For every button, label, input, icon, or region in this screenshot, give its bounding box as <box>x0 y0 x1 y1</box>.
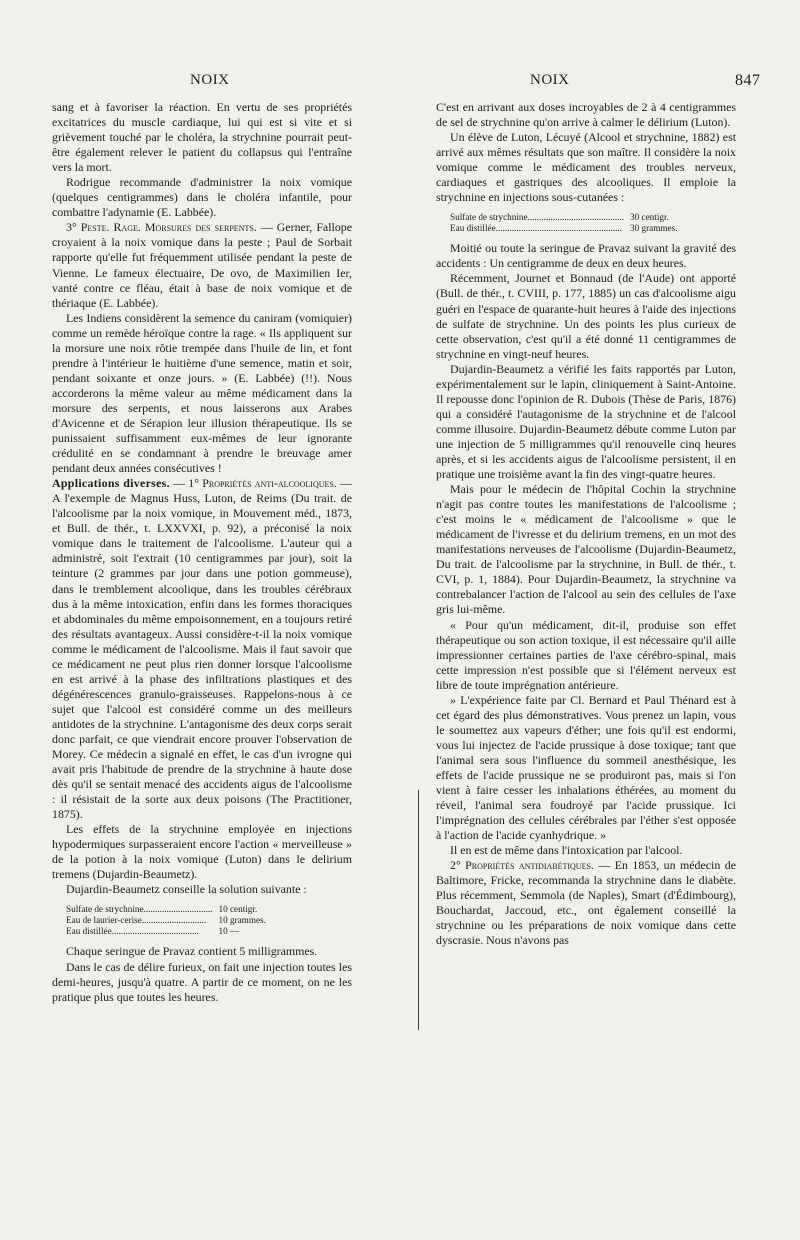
quantity: 10 — <box>218 926 240 937</box>
right-column <box>436 100 736 949</box>
paragraph <box>436 858 736 948</box>
paragraph: Rodrigue recommande d'administrer la noix vomique (quelques centigrammes) dans le choléra infantile, pour combattre l'adynamie (E. Labbée). <box>52 175 352 220</box>
prescription-formula <box>66 904 272 937</box>
paragraph: Un élève de Luton, Lécuyé (Alcool et strychnine, 1882) est arrivé aux mêmes résultats que son maître. Il considère la noix vomique comme le médicament des troubles nerveux, cardiaques et gastriques des alcooliques. Il emploie la strychnine en injections sous-cutanées : <box>436 130 736 205</box>
paragraph: Moitié ou toute la seringue de Pravaz suivant la gravité des accidents : Un centigramme de deux en deux heures. <box>436 241 736 271</box>
section-heading: — 1° Propriétés anti-alcooliques. <box>169 476 337 491</box>
page-number: 847 <box>735 72 761 89</box>
section-heading: 2° Propriétés antidiabétiques. <box>450 858 594 873</box>
paragraph: Les effets de la strychnine employée en injections hypodermiques surpasseraient encore l'action « merveilleuse » de la potion à la noix vomique (Luton) dans le delirium tremens (Dujardin-Beaumetz). <box>52 822 352 882</box>
quantity: 10 centigr. <box>218 904 258 915</box>
paragraph: Dans le cas de délire furieux, on fait une injection toutes les demi-heures, jusqu'à quatre. A partir de ce moment, on ne les pratique plus que toutes les heures. <box>52 959 352 1004</box>
ingredient: Sulfate de strychnine.......................................... <box>450 212 625 223</box>
left-column <box>52 100 352 1005</box>
paragraph: Dujardin-Beaumetz a vérifié les faits rapportés par Luton, expérimentalement sur le lapin, cliniquement à Saint-Antoine. Il repousse donc l'opinion de R. Dubois (Thèse de Paris, 1876) qui a considéré l'autagonisme de la strychnine et de l'alcool comme illusoire. Dujardin-Beaumetz débute comme Luton par une injection de 5 milligrammes qu'il renouvelle cinq heures après, et si les accidents aigus de l'alcoolisme persistent, il en pratique une troisième avant la fin des vingt-quatre heures. <box>436 361 736 482</box>
running-head-left: NOIX <box>190 72 230 88</box>
quantity: 30 centigr. <box>630 212 669 223</box>
quantity: 30 grammes. <box>630 223 678 234</box>
paragraph: C'est en arrivant aux doses incroyables de 2 à 4 centigrammes de sel de strychnine qu'on arrive à calmer le délirium (Luton). <box>436 100 736 130</box>
running-head-right: NOIX <box>530 72 570 88</box>
quantity: 10 grammes. <box>218 915 266 926</box>
paragraph: sang et à favoriser la réaction. En vertu de ses propriétés excitatrices du muscle cardiaque, lui qui est si vite et si grièvement touché par le choléra, la strychnine pourrait peut-être également relever le patient du collapsus qui l'entraîne vers la mort. <box>52 100 352 175</box>
ingredient: Eau distillée....................................................... <box>450 223 622 234</box>
paragraph: » L'expérience faite par Cl. Bernard et Paul Thénard est à cet égard des plus démonstratives. Vous prenez un lapin, vous le soumettez aux vapeurs d'éther; une fois qu'il est endormi, vous lui injectez de l'acide prussique à dose toxique; tant que l'animal sera sous l'influence du sommeil anesthésique, les effets de l'acide prussique ne se produiront pas, mais si l'on vient à faire cesser les inhalations éthérées, au moment du réveil, l'animal sera foudroyé par l'acide prussique. Ici l'imprégnation des cellules cérébrales par l'éther s'est opposée à l'action de l'acide cyanhydrique. » <box>436 692 736 843</box>
ingredient: Sulfate de strychnine.............................. <box>66 904 213 915</box>
formula-row <box>66 926 272 937</box>
ingredient: Eau de laurier-cerise............................ <box>66 915 207 926</box>
formula-row <box>66 904 272 915</box>
column-rule <box>418 790 419 1030</box>
prescription-formula <box>450 212 684 234</box>
formula-row <box>450 212 684 223</box>
paragraph: Mais pour le médecin de l'hôpital Cochin la strychnine n'agit pas contre toutes les manifestations de l'alcoolisme ; c'est moins le « médicament de l'alcoolisme » que le médicament de l'ivresse et du delirium tremens, en un mot des manifestations nerveuses de l'alcoolisme (Dujardin-Beaumetz, Du trait. de l'alcoolisme par la strychnine, in Bull. de thér., t. CVI, p. 1, 1884). Pour Dujardin-Beaumetz, la strychnine va contrebalancer l'action de l'alcool au sein des cellules de l'axe gris lui-même. <box>436 482 736 617</box>
paragraph: Il en est de même dans l'intoxication par l'alcool. <box>450 843 683 858</box>
paragraph <box>52 220 352 310</box>
paragraph: « Pour qu'un médicament, dit-il, produise son effet thérapeutique ou son action toxique, il est nécessaire qu'il aille impressionner certaines parties de l'axe cérébro-spinal, mais cette impression n'est possible que si l'élément nerveux est libre de toute imprégnation antérieure. <box>436 617 736 692</box>
section-label: Applications diverses. <box>52 476 170 491</box>
paragraph: Récemment, Journet et Bonnaud (de l'Aude) ont apporté (Bull. de thér., t. CVIII, p. 177, 1885) un cas d'alcoolisme aigu guéri en l'espace de quarante-huit heures à l'aide des injections de sulfate de strychnine. Un des points les plus curieux de cette observation, c'est qu'il a été donné 11 centigrammes de strychnine en vingt-neuf heures. <box>436 271 736 361</box>
formula-row <box>450 223 684 234</box>
paragraph: Dujardin-Beaumetz conseille la solution suivante : <box>66 882 307 897</box>
paragraph-text: — A l'exemple de Magnus Huss, Luton, de Reims (Du trait. de l'alcoolisme par la noix vomique, in Mouvement méd., 1873, et Bull. de thér., t. LXXVXI, p. 92), a préconisé la noix vomique dans le traitement de l'alcoolisme. L'auteur qui a administré, soit l'extrait (10 centigrammes par jour), soit la teinture (2 grammes par jour dans une potion gommeuse), dans le tremblement alcoolique, dans les troubles cérébraux dus à la même intoxication, enfin dans les formes thoraciques et abdominales du même empoisonnement, en a toujours retiré des résultats avantageux. Aussi considère-t-il la noix vomique comme le médicament de l'alcoolisme. Mais il faut savoir que ce médicament ne peut plus rien donner lorsque l'alcoolisme en est arrivé à la phase des infiltrations plastiques et des dégénérescences granulo-graisseuses. Rappelons-nous à ce sujet que l'alcool est considéré comme un des meilleurs antidotes de la strychnine. L'antagonisme des deux corps serait donc parfait, ce que viendrait encore prouver l'observation de Morey. Ce médecin a signalé en effet, le cas d'un ivrogne qui avait pris l'habitude de prendre de la strychnine à haute dose dès qu'il se sentait menacé des accidents aigus de l'alcoolisme : il résistait de la sorte aux deux poisons (The Practitioner, 1875). <box>52 476 352 822</box>
paragraph <box>52 476 352 822</box>
paragraph: Chaque seringue de Pravaz contient 5 milligrammes. <box>66 944 318 959</box>
paragraph: Les Indiens considèrent la semence du caniram (vomiquier) comme un remède héroïque contre la rage. « Ils appliquent sur la morsure une noix rôtie trempée dans l'huile de lin, et font prendre à l'intérieur le huitième d'une semence, matin et soir, pendant soixante et onze jours. » (E. Labbée) (!!). Nous accorderons la même valeur au même médicament dans la morsure des serpents, et nous laisserons aux Arabes d'Avicenne et de Sérapion leur illusion thérapeutique. Ils se punissaient suffisamment eux-mêmes de leur ignorante crédulité en se condamnant à prendre le breuvage amer pendant deux années consécutives ! <box>52 310 352 476</box>
section-heading: 3° Peste. Rage. Morsures des serpents. <box>66 220 257 235</box>
formula-row <box>66 915 272 926</box>
paragraph-text: — En 1853, un médecin de Baltimore, Fricke, recommanda la strychnine dans le diabète. Plus récemment, Semmola (de Naples), Smart (d'Édimbourg), Bouchardat, Jaccoud, etc., ont également conseillé la strychnine ou les préparations de noix vomique dans cette dyscrasie. Nous n'avons pas <box>436 858 736 948</box>
paragraph-text: — Gerner, Fallope croyaient à la noix vomique dans la peste ; Paul de Sorbait rapporte qu'elle fut fréquemment utilisée pendant la peste de Vienne. Le fameux électuaire, De ovo, de Maximilien Ier, vanté contre ce fléau, était à base de noix vomique et de thériaque (E. Labbée). <box>52 220 352 310</box>
ingredient: Eau distillée...................................... <box>66 926 199 937</box>
